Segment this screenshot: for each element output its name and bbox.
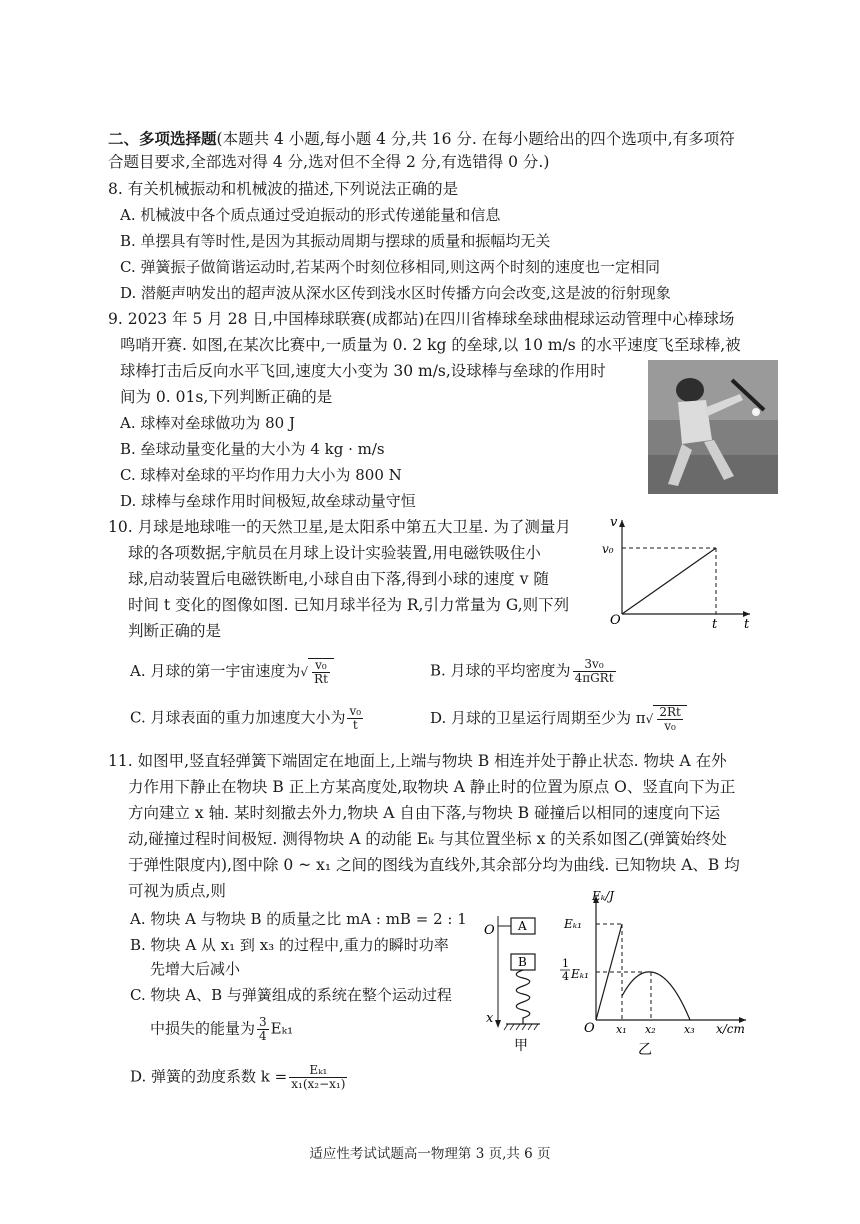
q9-option-d: D. 球棒与垒球作用时间极短,故垒球动量守恒 [120,492,416,510]
q10-stem-2: 球的各项数据,宇航员在月球上设计实验装置,用电磁铁吸住小 [128,544,541,562]
section-intro-1: (本题共 4 小题,每小题 4 分,共 16 分. 在每小题给出的四个选项中,有多项符 [216,130,735,148]
vt-x-label: t [744,617,750,630]
figure-jia [478,906,558,1056]
q10-option-a-text: A. 月球的第一宇宙速度为 [130,662,301,680]
q11-c-text: 中损失的能量为 [150,1019,256,1038]
vt-t-label: t [712,617,718,630]
q8-stem: 8. 有关机械振动和机械波的描述,下列说法正确的是 [108,180,459,198]
q11-stem-1: 11. 如图甲,竖直轻弹簧下端固定在地面上,上端与物块 B 相连并处于静止状态. 物块 A 在外 [108,752,727,770]
q11-option-c-1: C. 物块 A、B 与弹簧组成的系统在整个运动过程 [130,986,452,1004]
q11-d-den: x₁(x₂−x₁) [291,1077,346,1091]
yi-ek1-label: Eₖ₁ [564,917,582,931]
yi-x3-label: x₃ [684,1023,695,1036]
yi-quarter-num: 1 [562,957,569,970]
jia-axis-label: x [486,1011,494,1026]
q10-c-num: v₀ [349,704,362,718]
q11-option-c-2 [150,1016,293,1043]
q10-stem-1: 10. 月球是地球唯一的天然卫星,是太阳系中第五大卫星. 为了测量月 [108,518,571,536]
jia-label-b: B [518,955,527,969]
vt-y-arrow-icon [619,520,625,527]
yi-quarter-tail: Eₖ₁ [571,967,589,981]
section-heading: 二、多项选择题 [108,129,217,148]
yi-curve [622,972,690,1020]
section-intro-2: 合题目要求,全部选对得 4 分,选对但不全得 2 分,有选错得 0 分.) [108,153,550,171]
figure-yi [556,888,756,1060]
q10-c-den: t [352,718,358,732]
q10-a-num: v₀ [312,659,330,673]
jia-origin: O [484,923,495,938]
q10-option-d-text: D. 月球的卫星运行周期至少为 π [430,709,646,727]
q8-option-a: A. 机械波中各个质点通过受迫振动的形式传递能量和信息 [120,206,501,224]
q11-c-tail: Eₖ₁ [270,1019,294,1038]
q10-option-a [130,658,334,686]
q11-d-text: D. 弹簧的劲度系数 k = [130,1067,288,1086]
yi-x1-label: x₁ [616,1023,627,1036]
q10-b-num: 3v₀ [573,658,616,672]
q10-a-den: Rt [314,672,328,686]
q10-d-den: v₀ [664,719,676,733]
q10-stem-3: 球,启动装置后电磁铁断电,小球自由下落,得到小球的速度 v 随 [128,570,549,588]
q9-option-a: A. 球棒对垒球做功为 80 J [120,414,296,432]
vt-v0-label: v₀ [602,542,614,556]
q10-option-d [430,705,687,733]
baseball-photo [648,360,778,494]
yi-x2-label: x₂ [645,1023,656,1036]
q11-stem-2: 力作用下静止在物块 B 正上方某高度处,取物块 A 静止时的位置为原点 O、竖直向下为正 [128,778,736,796]
q8-option-c: C. 弹簧振子做简谐运动时,若某两个时刻位移相同,则这两个时刻的速度也一定相同 [120,258,661,276]
jia-x-arrow-icon [495,1020,501,1028]
yi-caption: 乙 [638,1042,652,1058]
vt-origin-label: O [610,613,621,628]
yi-origin: O [584,1021,595,1036]
ground-hatch [504,1024,538,1030]
yi-quarter-den: 4 [562,970,569,983]
yi-y-label: Eₖ/J [592,889,614,903]
spring [516,970,530,1024]
q9-stem-2: 鸣哨开赛. 如图,在某次比赛中,一质量为 0. 2 kg 的垒球,以 10 m/s 的水平速度飞至球棒,被 [120,336,741,354]
q10-option-c [130,705,365,732]
q9-stem-3: 球棒打击后反向水平飞回,速度大小变为 30 m/s,设球棒与垒球的作用时 [120,362,606,380]
q8-option-d: D. 潜艇声呐发出的超声波从深水区传到浅水区时传播方向会改变,这是波的衍射现象 [120,284,671,302]
page-footer: 适应性考试试题高一物理第 3 页,共 6 页 [309,1146,551,1162]
q10-stem-4: 时间 t 变化的图像如图. 已知月球半径为 R,引力常量为 G,则下列 [128,596,570,614]
q9-option-b: B. 垒球动量变化量的大小为 4 kg · m/s [120,440,385,458]
sqrt-icon: √ $\frac{\text{v₀}}{Rt}$ [300,658,334,686]
sqrt-icon: √ $\frac{2Rt}{\text{v₀}}$ [646,705,687,733]
jia-label-a: A [518,919,527,933]
q11-stem-5: 于弹性限度内),图中除 0 ~ x₁ 之间的图线为直线外,其余部分均为曲线. 已知物块 A、B 均 [128,856,740,874]
vt-y-label: v [610,515,618,530]
q10-d-num: 2Rt [659,705,681,719]
q11-d-num: Eₖ₁ [289,1064,347,1078]
batter-illustration [648,360,778,494]
q9-stem-4: 间为 0. 01s,下列判断正确的是 [120,388,333,406]
q11-c-den: 4 [259,1029,267,1043]
q10-option-b-text: B. 月球的平均密度为 [430,661,571,680]
vt-line [622,548,716,614]
q11-option-b-2: 先增大后减小 [150,960,241,978]
q10-stem-5: 判断正确的是 [128,622,222,640]
q11-stem-6: 可视为质点,则 [128,882,226,900]
jia-caption: 甲 [514,1038,528,1054]
q11-stem-4: 动,碰撞过程时间极短. 测得物块 A 的动能 Eₖ 与其位置坐标 x 的关系如图乙(弹簧始终处 [128,830,727,848]
q11-option-b-1: B. 物块 A 从 x₁ 到 x₃ 的过程中,重力的瞬时功率 [130,936,449,954]
q8-option-b: B. 单摆具有等时性,是因为其振动周期与摆球的质量和振幅均无关 [120,232,551,250]
yi-x-label: x/cm [716,1022,745,1036]
q9-option-c: C. 球棒对垒球的平均作用力大小为 800 N [120,466,402,484]
q9-stem-1: 9. 2023 年 5 月 28 日,中国棒球联赛(成都站)在四川省棒球垒球曲棍球运动管理中心棒球场 [108,310,735,328]
q11-option-a: A. 物块 A 与物块 B 的质量之比 mA : mB = 2 : 1 [130,910,467,928]
q10-option-c-text: C. 月球表面的重力加速度大小为 [130,708,346,727]
q11-stem-3: 方向建立 x 轴. 某时刻撤去外力,物块 A 自由下落,与物块 B 碰撞后以相同的速度向下运 [128,804,721,822]
section-header [108,128,735,150]
q11-option-d [130,1064,349,1091]
vt-graph [600,510,760,630]
q10-b-den: 4πGRt [574,671,614,685]
q11-c-num: 3 [259,1015,267,1029]
q10-option-b [430,658,618,685]
